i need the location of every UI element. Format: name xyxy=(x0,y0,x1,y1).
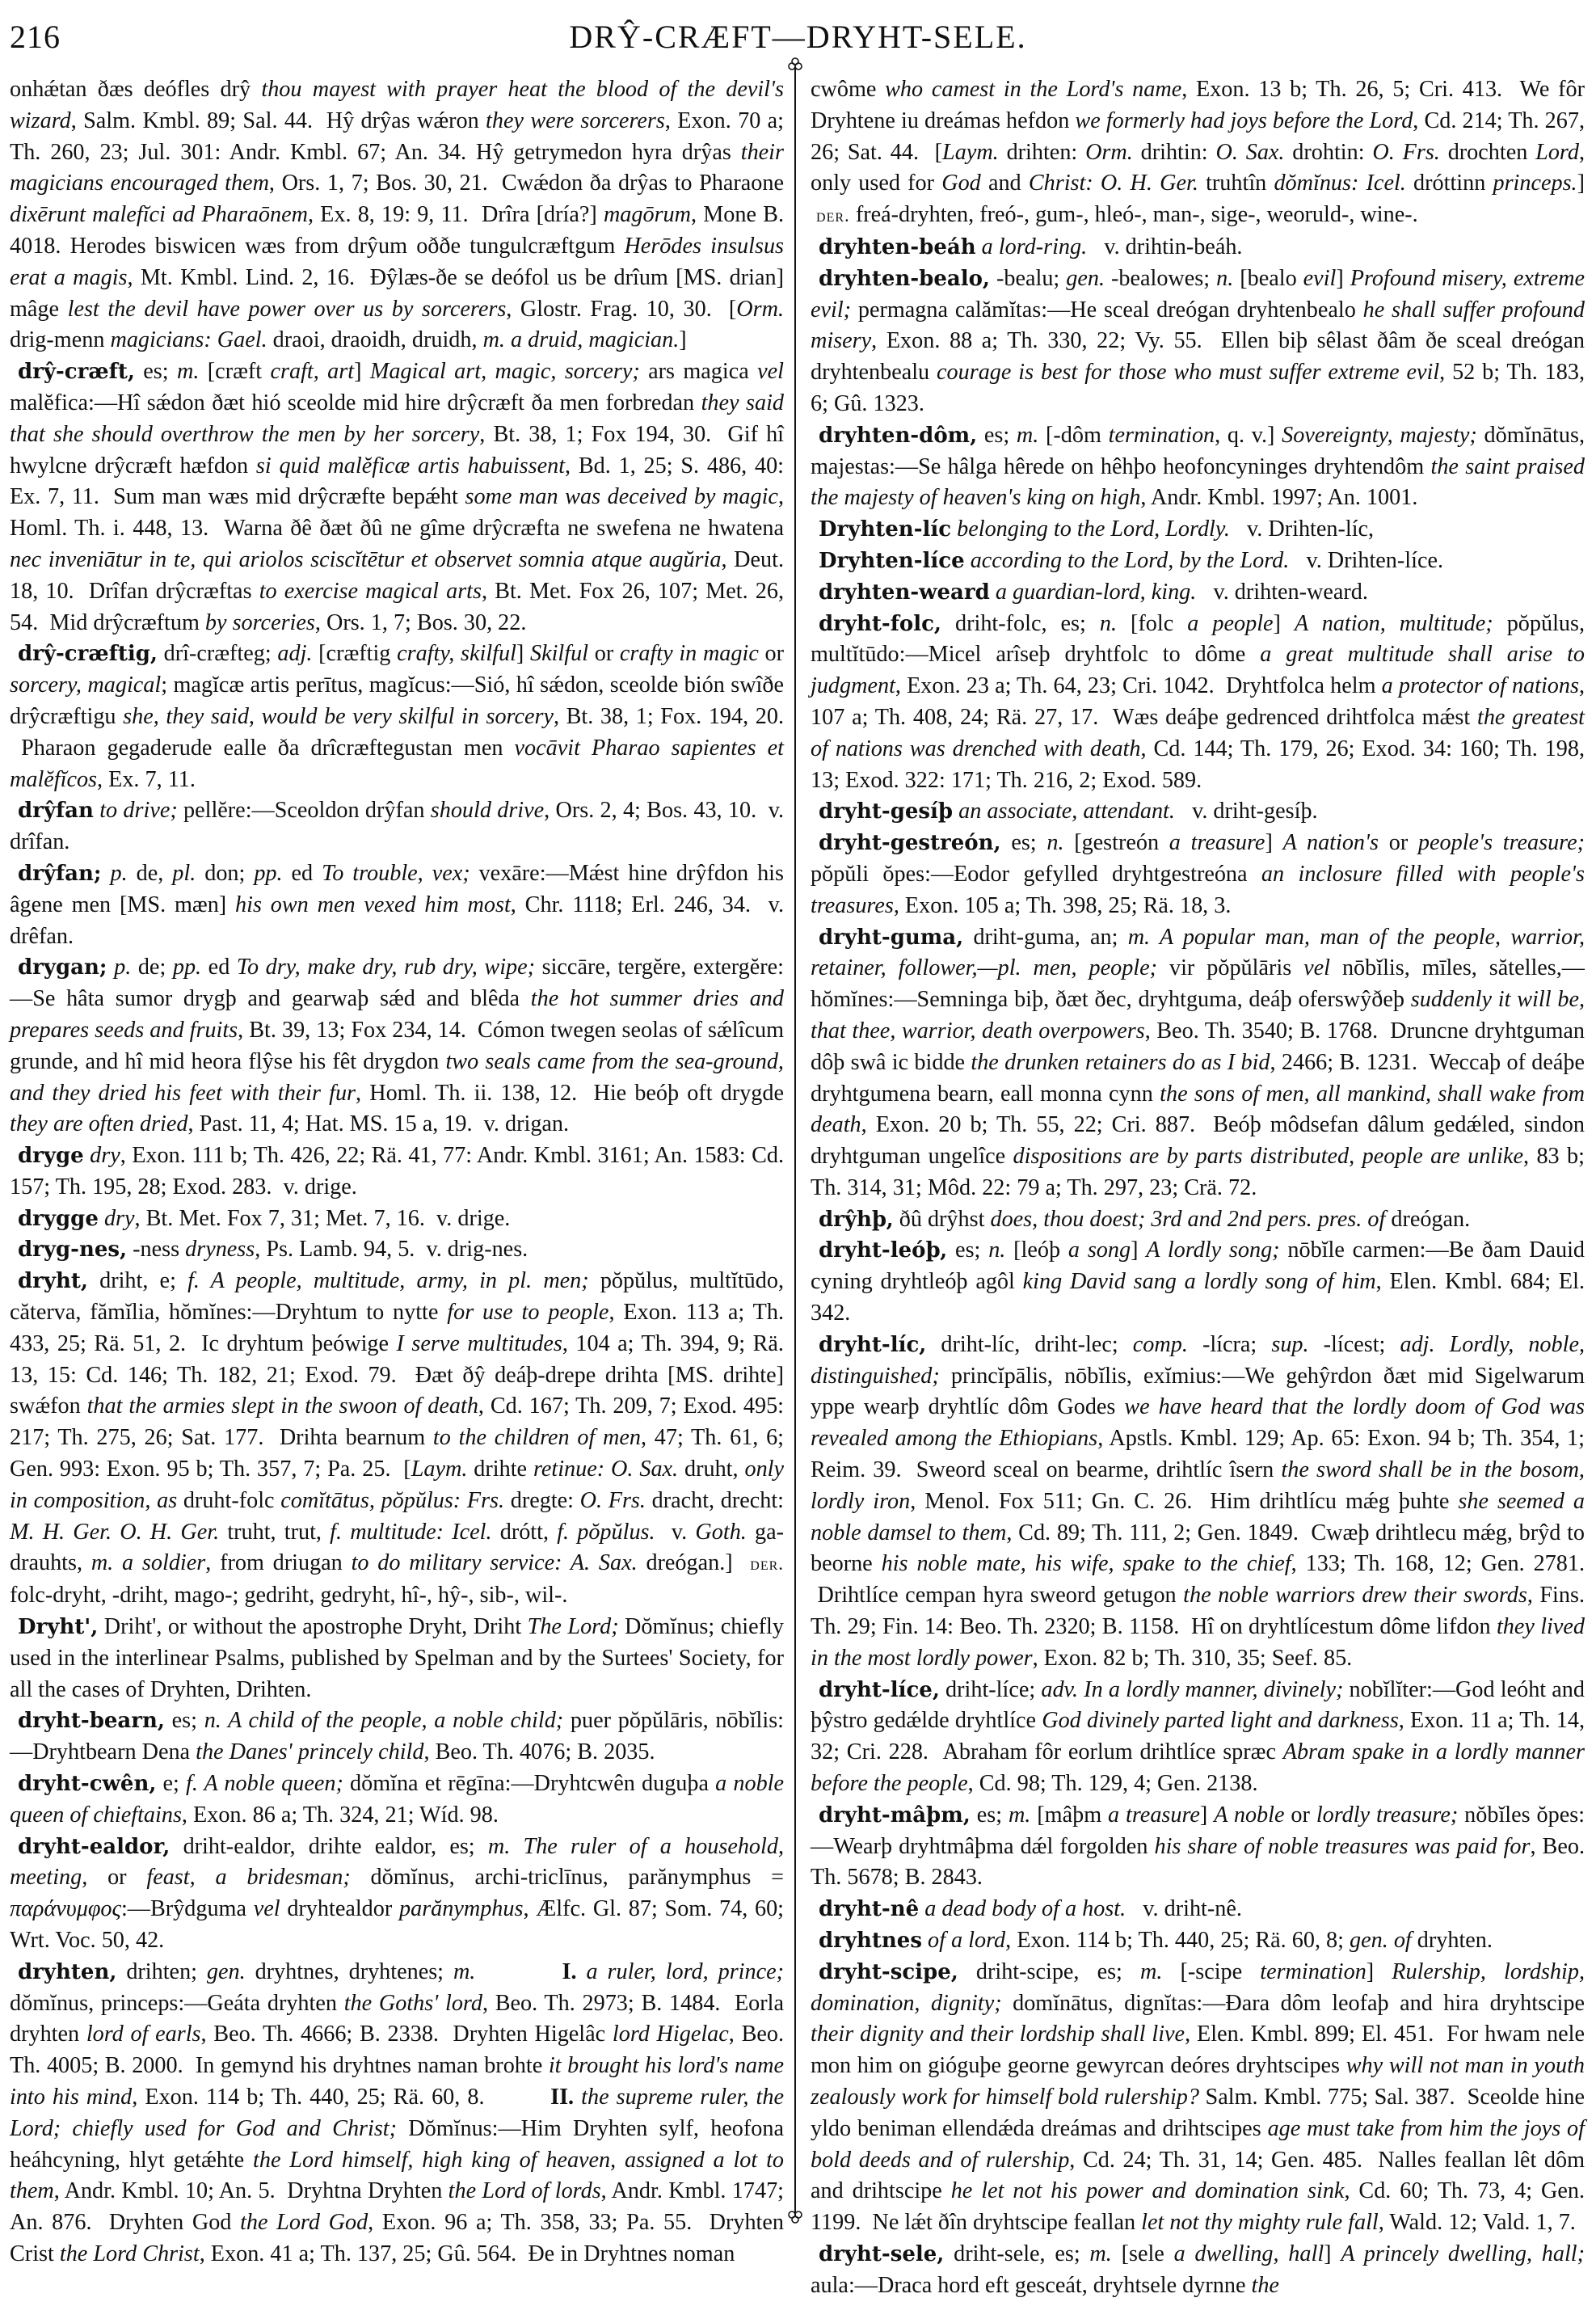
headword: dryg-nes, xyxy=(18,1237,128,1263)
left-column xyxy=(10,74,784,2270)
entry-body: driht-líce; adv. In a lordly manner, divinely; nobĭlĭter:—God leóht and þŷstro gedǽlde dryhtlíce God divinely parted light and darkness, Exon. 11 a; Th. 14, 32; Cri. 228. Abraham fôr eorlum drihtlíce spræc Abram spake in a lordly manner before the people, Cd. 98; Th. 129, 4; Gen. 2138. xyxy=(811,1676,1585,1797)
entry-body: p. de; pp. ed To dry, make dry, rub dry, wipe; siccāre, tergĕre, extergĕre:—Se hâta sumor drygþ and gearwaþ sǽd and blêda the hot summer dries and prepares seeds and fruits, Bt. 39, 13; Fox 234, 14. Cómon twegen seolas of sǽlîcum grunde, and hî mid heora flŷse his fêt drygdon two seals came from the sea-ground, and they dried his feet with their fur, Homl. Th. ii. 138, 12. Hie beóþ oft drygde they are often dried, Past. 11, 4; Hat. MS. 15 a, 19. v. drigan. xyxy=(10,955,784,1137)
column-rule-ornament-icon xyxy=(786,57,804,76)
headword: dryht-líce, xyxy=(819,1677,940,1702)
dictionary-entry xyxy=(811,577,1585,609)
dictionary-entry xyxy=(811,1235,1585,1329)
headword: dryhtnes xyxy=(819,1929,922,1954)
headword: dryhten-dôm, xyxy=(819,423,978,448)
dictionary-entry xyxy=(10,1234,784,1266)
entry-body: Driht', or without the apostrophe Dryht, Driht The Lord; Dŏmĭnus; chiefly used in the interlinear Psalms, published by Spelman and by the Surtees' Society, for all the cases of Dryhten, Drihten. xyxy=(10,1614,784,1702)
entry-body: p. de, pl. don; pp. ed To trouble, vex; vexāre:—Mǽst hine drŷfdon his âgene men [MS. mæn] his own men vexed him most, Chr. 1118; Erl. 246, 34. v. drêfan. xyxy=(10,860,784,949)
entry-body: ðû drŷhst does, thou doest; 3rd and 2nd pers. pres. of dreógan. xyxy=(893,1206,1471,1232)
headword: drŷ-cræftig, xyxy=(18,642,158,667)
entry-body: a guardian-lord, king. v. drihten-weard. xyxy=(995,579,1368,605)
running-head: DRŶ-CRÆFT—DRYHT-SELE. xyxy=(569,19,1027,55)
headword: Dryhten-líce xyxy=(819,548,965,573)
headword: dryht-folc, xyxy=(819,611,941,636)
headword: drŷhþ, xyxy=(819,1207,894,1232)
entry-body: cwôme who camest in the Lord's name, Exon. 13 b; Th. 26, 5; Cri. 413. We fôr Dryhtene iu dreámas hefdon we formerly had joys before the Lord, Cd. 214; Th. 267, 26; Sat. 44. [Laym. drihten: Orm. drihtin: O. Sax. drohtin: O. Frs. drochten Lord, only used for God and Christ: O. H. Ger. truhtîn dŏmĭnus: Icel. dróttinn princeps.] der. freá-dryhten, freó-, gum-, hleó-, man-, sige-, weoruld-, wine-. xyxy=(811,77,1585,228)
entry-body: dry, Bt. Met. Fox 7, 31; Met. 7, 16. v. drige. xyxy=(103,1205,511,1231)
headword: dryht-sele, xyxy=(819,2241,945,2266)
dictionary-entry xyxy=(811,1675,1585,1800)
headword: dryht, xyxy=(18,1269,88,1294)
entry-body: of a lord, Exon. 114 b; Th. 440, 25; Rä. 60, 8; gen. of dryhten. xyxy=(928,1928,1493,1954)
headword: dryht-mâþm, xyxy=(819,1802,971,1828)
headword: dryhten, xyxy=(18,1959,117,1984)
dictionary-entry xyxy=(811,922,1585,1204)
entry-body: es; n. [gestreón a treasure] A nation's or people's treasure; pŏpŭli ŏpes:—Eodor gefylled dryhtgestreóna an inclosure filled with people's treasures, Exon. 105 a; Th. 398, 25; Rä. 18, 3. xyxy=(811,830,1585,918)
dictionary-entry xyxy=(811,1204,1585,1236)
headword: Dryht', xyxy=(18,1615,99,1640)
entry-body: an associate, attendant. v. driht-gesíþ. xyxy=(958,799,1318,824)
entry-body: -bealu; gen. -bealowes; n. [bealo evil] Profound misery, extreme evil; permagna calămĭtas:—He sceal dreógan dryhtenbealo he shall suffer profound misery, Exon. 88 a; Th. 330, 22; Vy. 55. Ellen biþ sêlast ðâm ðe sceal dreógan dryhtenbealu courage is best for those who must suffer extreme evil, 52 b; Th. 183, 6; Gû. 1323. xyxy=(811,265,1585,416)
entry-continuation xyxy=(811,74,1585,232)
headword: dryht-nê xyxy=(819,1897,920,1922)
entry-continuation xyxy=(10,74,784,356)
entry-body: a lord-ring. v. drihtin-beáh. xyxy=(981,234,1243,259)
entry-body: es; m. [mâþm a treasure] A noble or lordly treasure; nŏbĭles ŏpes:—Wearþ dryhtmâþma dǽl forgolden his share of noble treasures was paid for, Beo. Th. 5678; B. 2843. xyxy=(811,1802,1585,1891)
headword: dryht-gestreón, xyxy=(819,831,1001,856)
entry-body: es; m. [cræft craft, art] Magical art, magic, sorcery; ars magica vel malĕfica:—Hî sǽdon ðæt hió sceolde mid hire drŷcræft ða men forbredan they said that she should overthrow the men by her sorcery, Bt. 38, 1; Fox 194, 30. Gif hî hwylcne drŷcræft hæfdon si quid malĕficæ artis habuissent, Bd. 1, 25; S. 486, 40: Ex. 7, 11. Sum man wæs mid drŷcræfte bepǽht some man was deceived by magic, Homl. Th. i. 448, 13. Warna ðê ðæt ðû ne gîme drŷcræfta ne swefena ne hwatena nec inveniātur in te, qui ariolos sciscĭtētur et observet somnia atque augŭria, Deut. 18, 10. Drîfan drŷcræftas to exercise magical arts, Bt. Met. Fox 26, 107; Met. 26, 54. Mid drŷcræftum by sorceries, Ors. 1, 7; Bos. 30, 22. xyxy=(10,359,785,635)
entry-body: driht-scipe, es; m. [-scipe termination] Rulership, lordship, domination, dignity; domĭnātus, dignĭtas:—Ðara dôm leofaþ and hira dryhtscipe their dignity and their lordship shall live, Elen. Kmbl. 899; El. 451. For hwam nele mon him on gióguþe georne gewyrcan deóres dryhtscipes why will not man in youth zealously work for himself bold rulership? Salm. Kmbl. 775; Sal. 387. Sceolde hine yldo beniman ellendǽda dreámas and drihtscipes age must take from him the joys of bold deeds and of rulership, Cd. 24; Th. 31, 14; Gen. 485. Nalles feallan lêt dôm and drihtscipe he let not his power and domination sink, Cd. 60; Th. 73, 4; Gen. 1199. Ne lǽt ðîn dryhtscipe feallan let not thy mighty rule fall, Wald. 12; Vald. 1, 7. xyxy=(811,1958,1585,2236)
headword: drŷ-cræft, xyxy=(18,360,135,385)
dictionary-entry xyxy=(811,796,1585,828)
entry-body: belonging to the Lord, Lordly. v. Drihten-líc, xyxy=(957,516,1375,542)
entry-body: driht-guma, an; m. A popular man, man of the people, warrior, retainer, follower,—pl. men, people; vir pŏpŭlāris vel nōbĭlis, mīles, sătelles,—hŏmĭnes:—Semninga biþ, ðæt ðec, dryhtguma, deáþ oferswŷðeþ suddenly it will be, that thee, warrior, death overpowers, Beo. Th. 3540; B. 1768. Druncne dryhtguman dôþ swâ ic bidde the drunken retainers do as I bid, 2466; B. 1231. Weccaþ of deáþe dryhtgumena bearn, eall monna cynn the sons of men, all mankind, shall wake from death, Exon. 20 b; Th. 55, 22; Cri. 887. Beóþ môdsefan dâlum gedǽled, sindon dryhtguman ungelîce dispositions are by parts distributed, people are unlike, 83 b; Th. 314, 31; Môd. 22: 79 a; Th. 297, 23; Crä. 72. xyxy=(811,924,1585,1200)
entry-body: driht-folc, es; n. [folc a people] A nation, multitude; pŏpŭlus, multĭtūdo:—Micel arîseþ dryhtfolc to dôme a great multitude shall arise to judgment, Exon. 23 a; Th. 64, 23; Cri. 1042. Dryhtfolca helm a protector of nations, 107 a; Th. 408, 24; Rä. 27, 17. Wæs deáþe gedrenced drihtfolca mǽst the greatest of nations was drenched with death, Cd. 144; Th. 179, 26; Exod. 34: 160; Th. 198, 13; Exod. 322: 171; Th. 216, 2; Exod. 589. xyxy=(811,610,1585,793)
entry-body: driht-ealdor, drihte ealdor, es; m. The ruler of a household, meeting, or feast, a bridesman; dŏmĭnus, archi-triclīnus, parănymphus = παράνυμφος:—Brŷdguma vel dryhtealdor parănymphus, Ælfc. Gl. 87; Som. 74, 60; Wrt. Voc. 50, 42. xyxy=(10,1833,784,1954)
entry-body: onhǽtan ðæs deófles drŷ thou mayest with prayer heat the blood of the devil's wizard, Salm. Kmbl. 89; Sal. 44. Hŷ drŷas wǽron they were sorcerers, Exon. 70 a; Th. 260, 23; Jul. 301: Andr. Kmbl. 67; An. 34. Hŷ getrymedon hyra drŷas their magicians encouraged them, Ors. 1, 7; Bos. 30, 21. Cwǽdon ða drŷas to Pharaone dixērunt malefĭci ad Pharaōnem, Ex. 8, 19: 9, 11. Drîra [dría?] magōrum, Mone B. 4018. Herodes biswicen wæs from drŷum oððe tungulcræftgum Herōdes insulsus erat a magis, Mt. Kmbl. Lind. 2, 16. Ðŷlæs-ðe se deófol us be drîum [MS. drian] mâge lest the devil have power over us by sorcerers, Glostr. Frag. 10, 30. [Orm. drig-menn magicians: Gael. draoi, draoidh, druidh, m. a druid, magician.] xyxy=(10,77,785,353)
right-column xyxy=(811,74,1585,2302)
headword: dryht-scipe, xyxy=(819,1959,958,1984)
entry-body: es; n. A child of the people, a noble child; puer pŏpŭlāris, nōbĭlis:—Dryhtbearn Dena the Danes' princely child, Beo. Th. 4076; B. 2035. xyxy=(10,1708,784,1765)
dictionary-entry xyxy=(811,514,1585,546)
entry-body: a dead body of a host. v. driht-nê. xyxy=(924,1896,1242,1922)
dictionary-entry xyxy=(811,1894,1585,1925)
dictionary-entry xyxy=(10,639,784,795)
dictionary-entry xyxy=(811,2239,1585,2302)
entry-body: drihten; gen. dryhtnes, dryhtenes; m. I. a ruler, lord, prince; dŏmĭnus, princeps:—Geáta dryhten the Goths' lord, Beo. Th. 2973; B. 1484. Eorla dryhten lord of earls, Beo. Th. 4666; B. 2338. Dryhten Higelâc lord Higelac, Beo. Th. 4005; B. 2000. In gemynd his dryhtnes naman brohte it brought his lord's name into his mind, Exon. 114 b; Th. 440, 25; Rä. 60, 8. II. the supreme ruler, the Lord; chiefly used for God and Christ; Dŏmĭnus:—Him Dryhten sylf, heofona heáhcyning, hlyt getǽhte the Lord himself, high king of heaven, assigned a lot to them, Andr. Kmbl. 10; An. 5. Dryhtna Dryhten the Lord of lords, Andr. Kmbl. 1747; An. 876. Dryhten God the Lord God, Exon. 96 a; Th. 358, 33; Pa. 55. Dryhten Crist the Lord Christ, Exon. 41 a; Th. 137, 25; Gû. 564. Ðe in Dryhtnes noman xyxy=(10,1958,785,2266)
headword: Dryhten-líc xyxy=(819,517,952,542)
dictionary-entry xyxy=(10,858,784,952)
entry-body: driht, e; f. A people, multitude, army, in pl. men; pŏpŭlus, multĭtūdo, cătervа, fămĭlia, hŏmĭnes:—Dryhtum to nytte for use to people, Exon. 113 a; Th. 433, 25; Rä. 51, 2. Ic dryhtum þeówige I serve multitudes, 104 a; Th. 394, 9; Rä. 13, 15: Cd. 146; Th. 182, 21; Exod. 79. Ðæt ðŷ deáþ-drepe drihta [MS. drihte] swǽfon that the armies slept in the swoon of death, Cd. 167; Th. 209, 7; Exod. 495: 217; Th. 275, 26; Sat. 177. Drihta bearnum to the children of men, 47; Th. 61, 6; Gen. 993: Exon. 95 b; Th. 357, 7; Pa. 25. [Laym. drihte retinue: O. Sax. druht, only in composition, as druht-folc comĭtātus, pŏpŭlus: Frs. dregte: O. Frs. dracht, drecht: M. H. Ger. O. H. Ger. truht, trut, f. multitude: Icel. drótt, f. pŏpŭlus. v. Goth. ga-drauhts, m. a soldier, from driugan to do military service: A. Sax. dreógan.] der. folc-dryht, -driht, mago-; gedriht, gedryht, hî-, hŷ-, sib-, wil-. xyxy=(10,1268,785,1608)
dictionary-entry xyxy=(10,1705,784,1769)
dictionary-entry xyxy=(811,828,1585,921)
dictionary-entry xyxy=(811,264,1585,420)
entry-body: -ness dryness, Ps. Lamb. 94, 5. v. drig-nes. xyxy=(127,1237,528,1263)
dictionary-entry xyxy=(811,1925,1585,1957)
dictionary-entry xyxy=(10,795,784,858)
dictionary-entry xyxy=(10,1769,784,1832)
page-number: 216 xyxy=(10,19,61,55)
dictionary-entry xyxy=(811,1957,1585,2239)
headword: dryht-cwên, xyxy=(18,1772,157,1797)
dictionary-entry xyxy=(811,546,1585,577)
dictionary-entry xyxy=(10,952,784,1140)
entry-body: es; n. [leóþ a song] A lordly song; nōbĭle carmen:—Be ðam Dauid cyning dryhtleóþ agôl king David sang a lordly song of him, Elen. Kmbl. 684; El. 342. xyxy=(811,1237,1585,1326)
dictionary-entry xyxy=(10,1266,784,1612)
headword: dryhten-bealo, xyxy=(819,266,990,291)
entry-body: es; m. [-dôm termination, q. v.] Sovereignty, majesty; dŏmĭnātus, majestas:—Se hâlga hêrede on hêhþo heofoncyninges dryhtendôm the saint praised the majesty of heaven's king on high, Andr. Kmbl. 1997; An. 1001. xyxy=(811,422,1585,511)
dictionary-entry xyxy=(10,1612,784,1705)
dictionary-entry xyxy=(10,1957,784,2270)
headword: dryhten-beáh xyxy=(819,234,976,259)
entry-body: dry, Exon. 111 b; Th. 426, 22; Rä. 41, 77: Andr. Kmbl. 3161; An. 1583: Cd. 157; Th. 195, 28; Exod. 283. v. drige. xyxy=(10,1143,785,1199)
dictionary-entry xyxy=(10,356,784,639)
entry-body: e; f. A noble queen; dŏmĭna et rēgīna:—Dryhtcwên duguþa a noble queen of chieftains, Exon. 86 a; Th. 324, 21; Wíd. 98. xyxy=(10,1771,785,1828)
entry-body: according to the Lord, by the Lord. v. Drihten-líce. xyxy=(970,547,1444,573)
entry-body: driht-sele, es; m. [sele a dwelling, hall] A princely dwelling, hall; aula:—Draca hord eft gesceát, dryhtsele dyrnne the xyxy=(811,2241,1585,2298)
column-rule-ornament-icon xyxy=(786,2205,804,2224)
entry-body: to drive; pellĕre:—Sceoldon drŷfan should drive, Ors. 2, 4; Bos. 43, 10. v. drîfan. xyxy=(10,798,785,855)
headword: drŷfan; xyxy=(18,861,102,886)
page-header xyxy=(0,0,1596,65)
entry-body: drî-cræfteg; adj. [cræftig crafty, skilful] Skilful or crafty in magic or sorcery, magical; magĭcæ artis perītus, magĭcus:—Sió, hî sǽdon, sceolde bión swîðe drŷcræftigu she, they said, would be very skilful in sorcery, Bt. 38, 1; Fox. 194, 20. Pharaon gegaderude ealle ða drîcræftegustan men vocāvit Pharao sapientes et malĕfĭcos, Ex. 7, 11. xyxy=(10,641,785,792)
headword: dryht-guma, xyxy=(819,925,964,950)
dictionary-entry xyxy=(811,1800,1585,1894)
dictionary-entry xyxy=(811,232,1585,264)
dictionary-entry xyxy=(811,609,1585,797)
dictionary-entry xyxy=(10,1204,784,1235)
entry-body: driht-líc, driht-lec; comp. -lícra; sup. -lícest; adj. Lordly, noble, distinguished; princĭpālis, nōbĭlis, exĭmius:—We gehŷrdon ðæt mid Sigelwarum yppe wearþ dryhtlíc dôm Godes we have heard that the lordly doom of God was revealed among the Ethiopians, Apstls. Kmbl. 129; Ap. 65: Exon. 94 b; Th. 354, 1; Reim. 39. Sweord sceal on bearme, drihtlíc îsern the sword shall be in the bosom, lordly iron, Menol. Fox 511; Gn. C. 26. Him drihtlícu mǽg þuhte she seemed a noble damsel to them, Cd. 89; Th. 111, 2; Gen. 1849. Cwæþ drihtlecu mǽg, brŷd to beorne his noble mate, his wife, spake to the chief, 133; Th. 168, 12; Gen. 2781. Drihtlíce cempan hyra sweord getugon the noble warriors drew their swords, Fins. Th. 29; Fin. 14: Beo. Th. 2320; B. 1158. Hî on dryhtlícestum dôme lifdon they lived in the most lordly power, Exon. 82 b; Th. 310, 35; Seef. 85. xyxy=(811,1331,1585,1671)
headword: drŷfan xyxy=(18,799,94,824)
headword: dryht-bearn, xyxy=(18,1709,165,1734)
headword: dryht-leóþ, xyxy=(819,1238,948,1263)
dictionary-entry xyxy=(10,1140,784,1204)
headword: dryht-gesíþ xyxy=(819,799,954,824)
headword: drygan; xyxy=(18,955,107,980)
headword: dryht-ealdor, xyxy=(18,1834,171,1859)
headword: dryht-líc, xyxy=(819,1332,927,1357)
headword: dryge xyxy=(18,1144,84,1169)
headword: drygge xyxy=(18,1206,99,1231)
dictionary-entry xyxy=(811,420,1585,514)
headword: dryhten-weard xyxy=(819,580,990,605)
column-divider xyxy=(794,74,796,2216)
dictionary-entry xyxy=(811,1330,1585,1675)
dictionary-entry xyxy=(10,1832,784,1957)
